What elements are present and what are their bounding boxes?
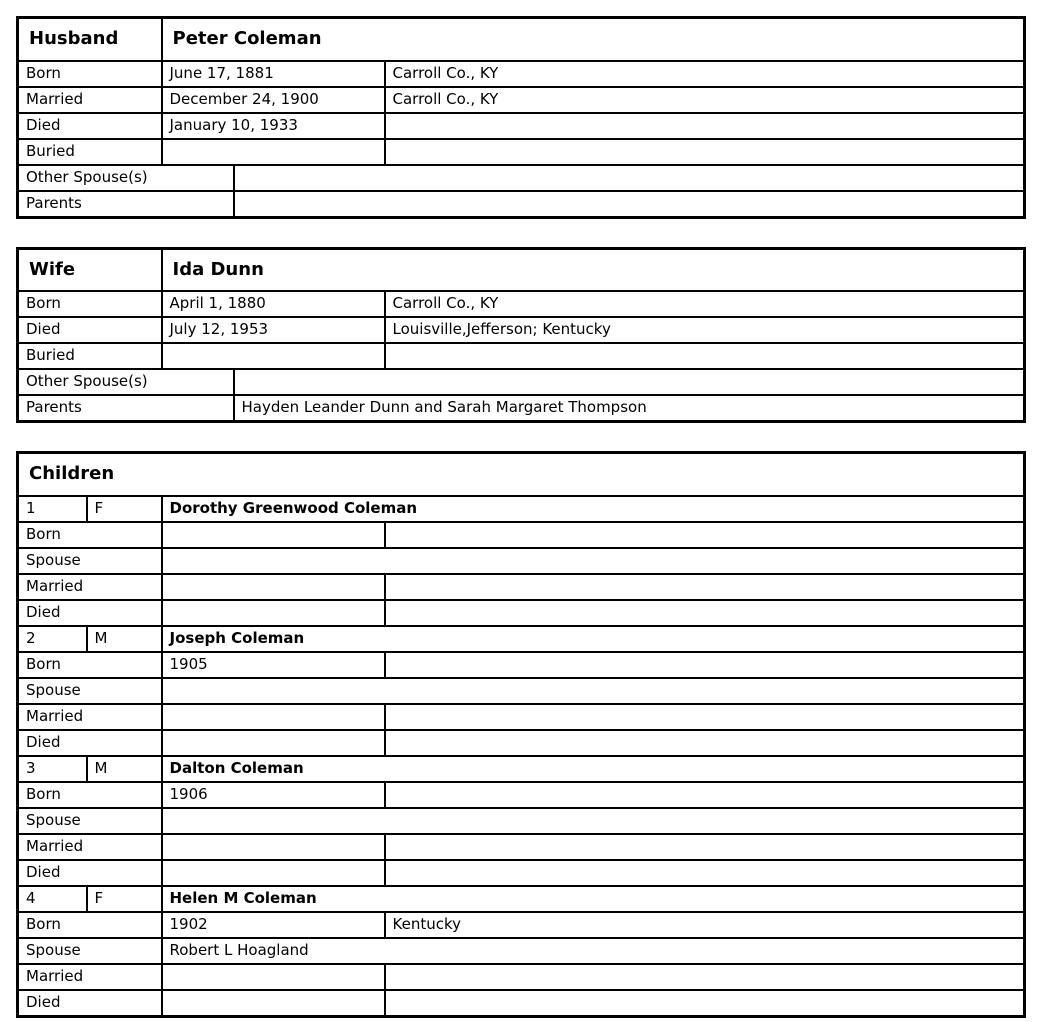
child-3-married-date xyxy=(162,834,385,860)
child-3-header-row xyxy=(18,756,1025,782)
child-3-spouse-row xyxy=(18,808,1025,834)
child-4-married-label: Married xyxy=(18,964,162,990)
child-3-born-place xyxy=(385,782,1025,808)
child-4-sex: F xyxy=(87,886,162,912)
child-4-died-row xyxy=(18,990,1025,1017)
child-1-died-place xyxy=(385,600,1025,626)
child-2-header-row xyxy=(18,626,1025,652)
child-4-born-date: 1902 xyxy=(162,912,385,938)
wife-section-label: Wife xyxy=(18,248,162,291)
children-header-row xyxy=(18,453,1025,496)
child-2-married-label: Married xyxy=(18,704,162,730)
child-1-born-place xyxy=(385,522,1025,548)
child-1-married-row xyxy=(18,574,1025,600)
child-2-married-row xyxy=(18,704,1025,730)
child-2-died-place xyxy=(385,730,1025,756)
husband-born-date: June 17, 1881 xyxy=(162,61,385,87)
child-2-spouse-value xyxy=(162,678,1025,704)
husband-section-label: Husband xyxy=(18,18,162,61)
child-4-header-row xyxy=(18,886,1025,912)
child-1-born-date xyxy=(162,522,385,548)
husband-parents-label: Parents xyxy=(18,191,234,218)
wife-died-label: Died xyxy=(18,317,162,343)
child-3-died-place xyxy=(385,860,1025,886)
wife-buried-row xyxy=(18,343,1025,369)
child-4-spouse-label: Spouse xyxy=(18,938,162,964)
child-4-born-label: Born xyxy=(18,912,162,938)
wife-born-row xyxy=(18,291,1025,317)
children-section-label: Children xyxy=(18,453,1025,496)
wife-buried-label: Buried xyxy=(18,343,162,369)
child-2-married-date xyxy=(162,704,385,730)
child-1-spouse-value xyxy=(162,548,1025,574)
wife-born-place: Carroll Co., KY xyxy=(385,291,1025,317)
child-4-married-row xyxy=(18,964,1025,990)
husband-buried-label: Buried xyxy=(18,139,162,165)
child-4-married-date xyxy=(162,964,385,990)
husband-other-spouses-label: Other Spouse(s) xyxy=(18,165,234,191)
husband-parents-row xyxy=(18,191,1025,218)
child-4-name: Helen M Coleman xyxy=(162,886,1025,912)
child-2-spouse-label: Spouse xyxy=(18,678,162,704)
child-3-name: Dalton Coleman xyxy=(162,756,1025,782)
wife-parents-row xyxy=(18,395,1025,422)
husband-died-label: Died xyxy=(18,113,162,139)
section-gap xyxy=(16,219,1023,247)
child-4-died-place xyxy=(385,990,1025,1017)
child-3-died-label: Died xyxy=(18,860,162,886)
child-2-born-date: 1905 xyxy=(162,652,385,678)
husband-born-place: Carroll Co., KY xyxy=(385,61,1025,87)
husband-parents-value xyxy=(234,191,1025,218)
husband-name: Peter Coleman xyxy=(162,18,1025,61)
husband-buried-date xyxy=(162,139,385,165)
wife-name: Ida Dunn xyxy=(162,248,1025,291)
wife-table xyxy=(16,247,1026,424)
child-2-sex: M xyxy=(87,626,162,652)
child-1-sex: F xyxy=(87,496,162,522)
wife-born-label: Born xyxy=(18,291,162,317)
child-3-married-label: Married xyxy=(18,834,162,860)
child-1-married-label: Married xyxy=(18,574,162,600)
husband-died-place xyxy=(385,113,1025,139)
children-table xyxy=(16,451,1026,1018)
wife-header-row xyxy=(18,248,1025,291)
wife-parents-label: Parents xyxy=(18,395,234,422)
husband-died-date: January 10, 1933 xyxy=(162,113,385,139)
child-1-header-row xyxy=(18,496,1025,522)
child-2-born-row xyxy=(18,652,1025,678)
child-3-born-row xyxy=(18,782,1025,808)
husband-header-row xyxy=(18,18,1025,61)
child-2-number: 2 xyxy=(18,626,87,652)
husband-table xyxy=(16,16,1026,219)
husband-married-date: December 24, 1900 xyxy=(162,87,385,113)
child-2-spouse-row xyxy=(18,678,1025,704)
child-1-number: 1 xyxy=(18,496,87,522)
child-2-married-place xyxy=(385,704,1025,730)
child-2-died-date xyxy=(162,730,385,756)
child-3-sex: M xyxy=(87,756,162,782)
child-3-married-place xyxy=(385,834,1025,860)
husband-married-place: Carroll Co., KY xyxy=(385,87,1025,113)
husband-married-row xyxy=(18,87,1025,113)
wife-other-spouses-value xyxy=(234,369,1025,395)
child-3-married-row xyxy=(18,834,1025,860)
child-1-spouse-row xyxy=(18,548,1025,574)
husband-buried-place xyxy=(385,139,1025,165)
child-3-died-date xyxy=(162,860,385,886)
child-3-born-date: 1906 xyxy=(162,782,385,808)
child-3-died-row xyxy=(18,860,1025,886)
child-3-born-label: Born xyxy=(18,782,162,808)
husband-died-row xyxy=(18,113,1025,139)
child-4-died-date xyxy=(162,990,385,1017)
child-1-died-date xyxy=(162,600,385,626)
wife-other-spouses-row xyxy=(18,369,1025,395)
husband-born-label: Born xyxy=(18,61,162,87)
child-4-spouse-value: Robert L Hoagland xyxy=(162,938,1025,964)
wife-buried-place xyxy=(385,343,1025,369)
child-1-born-row xyxy=(18,522,1025,548)
wife-died-place: Louisville,Jefferson; Kentucky xyxy=(385,317,1025,343)
child-2-died-label: Died xyxy=(18,730,162,756)
child-2-born-place xyxy=(385,652,1025,678)
wife-parents-value: Hayden Leander Dunn and Sarah Margaret Thompson xyxy=(234,395,1025,422)
child-2-born-label: Born xyxy=(18,652,162,678)
section-gap xyxy=(16,423,1023,451)
wife-died-row xyxy=(18,317,1025,343)
child-4-died-label: Died xyxy=(18,990,162,1017)
child-1-married-place xyxy=(385,574,1025,600)
child-4-spouse-row xyxy=(18,938,1025,964)
child-1-born-label: Born xyxy=(18,522,162,548)
husband-other-spouses-value xyxy=(234,165,1025,191)
child-1-married-date xyxy=(162,574,385,600)
child-1-died-row xyxy=(18,600,1025,626)
child-1-name: Dorothy Greenwood Coleman xyxy=(162,496,1025,522)
wife-born-date: April 1, 1880 xyxy=(162,291,385,317)
child-4-born-place: Kentucky xyxy=(385,912,1025,938)
child-4-born-row xyxy=(18,912,1025,938)
wife-died-date: July 12, 1953 xyxy=(162,317,385,343)
child-3-spouse-value xyxy=(162,808,1025,834)
child-1-spouse-label: Spouse xyxy=(18,548,162,574)
wife-other-spouses-label: Other Spouse(s) xyxy=(18,369,234,395)
child-4-number: 4 xyxy=(18,886,87,912)
husband-other-spouses-row xyxy=(18,165,1025,191)
husband-born-row xyxy=(18,61,1025,87)
husband-married-label: Married xyxy=(18,87,162,113)
child-3-spouse-label: Spouse xyxy=(18,808,162,834)
child-3-number: 3 xyxy=(18,756,87,782)
wife-buried-date xyxy=(162,343,385,369)
child-1-died-label: Died xyxy=(18,600,162,626)
child-4-married-place xyxy=(385,964,1025,990)
child-2-name: Joseph Coleman xyxy=(162,626,1025,652)
husband-buried-row xyxy=(18,139,1025,165)
child-2-died-row xyxy=(18,730,1025,756)
